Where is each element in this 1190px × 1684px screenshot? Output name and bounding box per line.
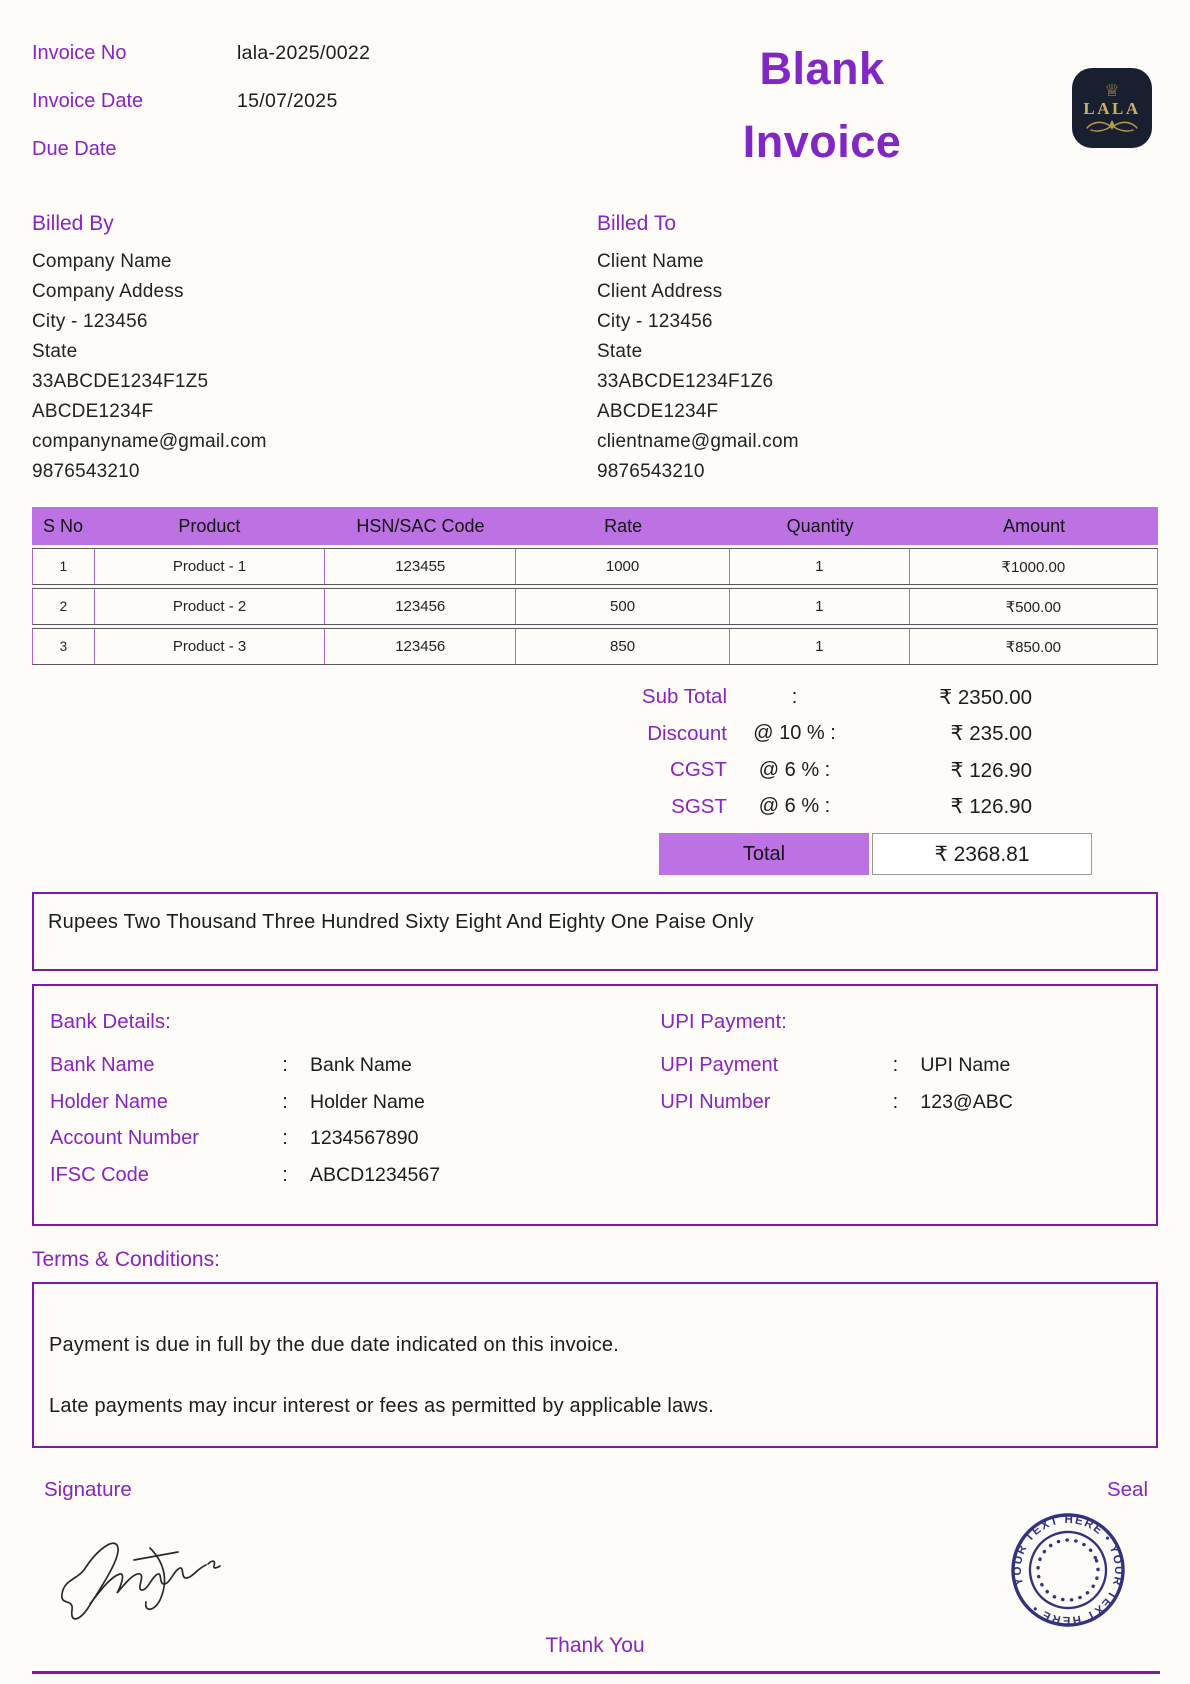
- holder-name-label: Holder Name: [50, 1090, 168, 1113]
- invoice-no-label: Invoice No: [32, 42, 127, 64]
- holder-name-row: [50, 1091, 660, 1114]
- terms-line: Payment is due in full by the due date indicated on this invoice.: [49, 1334, 620, 1356]
- ifsc-code-label: IFSC Code: [50, 1163, 149, 1186]
- billed-by-phone: 9876543210: [32, 461, 140, 482]
- crown-icon: ♕: [1104, 80, 1120, 101]
- cgst-label: CGST: [670, 758, 727, 782]
- cell-amount: ₹1000.00: [1001, 558, 1066, 576]
- cell-rate: 850: [516, 629, 730, 664]
- cell-qty: 1: [730, 629, 910, 664]
- colon-separator: :: [892, 1090, 899, 1113]
- invoice-meta: [32, 30, 572, 186]
- cell-qty: 1: [730, 589, 910, 624]
- amount-in-words-box: [32, 892, 1158, 971]
- subtotal-value: ₹ 2350.00: [939, 685, 1032, 709]
- cell-qty: 1: [730, 549, 910, 584]
- cell-amount: ₹850.00: [1005, 638, 1062, 656]
- upi-payment-row: [660, 1054, 1140, 1077]
- invoice-no-row: [32, 42, 572, 65]
- invoice-no-value: lala-2025/0022: [237, 42, 371, 64]
- bank-name-value: Bank Name: [310, 1054, 412, 1076]
- cell-product: Product - 1: [95, 549, 325, 584]
- upi-payment-block: [660, 1010, 1140, 1200]
- sgst-row: [557, 789, 1032, 826]
- page-title: [572, 30, 1072, 178]
- items-table-header: [32, 507, 1158, 545]
- bottom-divider: [32, 1671, 1160, 1674]
- ifsc-code-value: ABCD1234567: [310, 1163, 441, 1186]
- cell-amount: ₹500.00: [1005, 598, 1062, 616]
- payment-details-box: [32, 984, 1158, 1226]
- cell-sno: 1: [33, 549, 95, 584]
- cell-product: Product - 3: [95, 629, 325, 664]
- invoice-date-label: Invoice Date: [32, 90, 144, 112]
- cell-hsn: 123456: [325, 589, 516, 624]
- billed-to-client-name: Client Name: [597, 251, 704, 272]
- col-header-sno: S No: [42, 515, 83, 536]
- subtotal-label: Sub Total: [641, 685, 727, 709]
- sgst-value: ₹ 126.90: [950, 795, 1032, 819]
- billed-by-gstin: 33ABCDE1234F1Z5: [32, 371, 209, 392]
- signature-image: [46, 1508, 236, 1626]
- colon-separator: :: [282, 1127, 288, 1149]
- discount-row: [557, 716, 1032, 753]
- bank-details-heading: Bank Details:: [50, 1010, 171, 1033]
- colon-separator: :: [282, 1163, 288, 1186]
- upi-payment-heading: UPI Payment:: [660, 1010, 787, 1033]
- cell-sno: 3: [33, 629, 95, 664]
- seal-label: Seal: [1106, 1478, 1148, 1501]
- billed-by-pan: ABCDE1234F: [32, 401, 154, 422]
- billed-to-state: State: [597, 341, 643, 362]
- page-title-line1: Blank: [759, 43, 885, 94]
- table-row: [32, 548, 1158, 585]
- terms-heading: Terms & Conditions:: [32, 1248, 220, 1271]
- col-header-amount: Amount: [1003, 515, 1066, 536]
- upi-number-row: [660, 1091, 1140, 1114]
- upi-payment-label: UPI Payment: [660, 1054, 779, 1076]
- cell-rate: 1000: [516, 549, 730, 584]
- terms-line: Late payments may incur interest or fees as permitted by applicable laws.: [49, 1395, 714, 1417]
- account-number-value: 1234567890: [310, 1127, 419, 1149]
- subtotal-row: [557, 679, 1032, 716]
- account-number-label: Account Number: [50, 1127, 199, 1149]
- holder-name-value: Holder Name: [310, 1090, 425, 1113]
- billed-to-phone: 9876543210: [597, 461, 705, 482]
- billed-by-heading: Billed By: [32, 212, 114, 235]
- signature-label: Signature: [44, 1478, 132, 1501]
- cell-hsn: 123455: [325, 549, 516, 584]
- cell-product: Product - 2: [95, 589, 325, 624]
- sgst-rate: @ 6 % :: [758, 795, 831, 818]
- col-header-quantity: Quantity: [786, 515, 854, 536]
- terms-box: [32, 1282, 1158, 1448]
- billed-by-company-name: Company Name: [32, 251, 172, 272]
- seal-stamp: [1008, 1510, 1128, 1630]
- signature-seal-row: [32, 1508, 1158, 1630]
- billed-by-address: Company Addess: [32, 281, 184, 302]
- grand-total-label: Total: [659, 833, 869, 875]
- logo-text: LALA: [1083, 98, 1141, 118]
- cell-rate: 500: [516, 589, 730, 624]
- col-header-rate: Rate: [604, 515, 643, 536]
- billed-to-heading: Billed To: [597, 212, 676, 235]
- company-logo: [1072, 68, 1152, 148]
- totals-section: [557, 679, 1032, 825]
- cgst-value: ₹ 126.90: [950, 758, 1032, 782]
- items-table: [32, 507, 1158, 665]
- discount-rate: @ 10 % :: [753, 722, 836, 745]
- grand-total-value: ₹ 2368.81: [872, 833, 1092, 875]
- svg-text:YOUR TEXT HERE • YOUR TEXT HER: YOUR TEXT HERE • YOUR TEXT HERE •: [1011, 1513, 1125, 1627]
- cgst-rate: @ 6 % :: [758, 758, 831, 781]
- billed-by-email: companyname@gmail.com: [32, 431, 267, 452]
- billed-to-email: clientname@gmail.com: [597, 431, 799, 452]
- parties-section: [32, 212, 1158, 487]
- grand-total-row: [32, 833, 1092, 875]
- cgst-row: [557, 752, 1032, 789]
- ifsc-code-row: [50, 1164, 660, 1187]
- subtotal-colon: :: [791, 685, 798, 708]
- cell-sno: 2: [33, 589, 95, 624]
- footer-labels: [32, 1478, 1158, 1502]
- colon-separator: :: [282, 1090, 288, 1113]
- colon-separator: :: [282, 1054, 288, 1076]
- amount-in-words: Rupees Two Thousand Three Hundred Sixty Eight And Eighty One Paise Only: [48, 911, 754, 933]
- due-date-label: Due Date: [32, 138, 117, 160]
- invoice-header: [32, 30, 1158, 186]
- upi-payment-value: UPI Name: [920, 1054, 1011, 1076]
- table-row: [32, 628, 1158, 665]
- billed-to-city: City - 123456: [597, 311, 713, 332]
- billed-by-city: City - 123456: [32, 311, 148, 332]
- billed-to-address: Client Address: [597, 281, 723, 302]
- cell-hsn: 123456: [325, 629, 516, 664]
- bank-name-row: [50, 1054, 660, 1077]
- billed-to-block: [597, 212, 1158, 487]
- billed-by-block: [32, 212, 597, 487]
- invoice-date-row: [32, 90, 572, 113]
- bank-name-label: Bank Name: [50, 1054, 155, 1076]
- discount-label: Discount: [647, 721, 727, 745]
- table-row: [32, 588, 1158, 625]
- thank-you-text: Thank You: [545, 1634, 645, 1657]
- invoice-date-value: 15/07/2025: [237, 90, 338, 112]
- billed-by-state: State: [32, 341, 78, 362]
- account-number-row: [50, 1127, 660, 1150]
- due-date-row: [32, 138, 572, 161]
- flourish-icon: [1084, 119, 1140, 134]
- discount-value: ₹ 235.00: [950, 722, 1032, 746]
- upi-number-label: UPI Number: [660, 1090, 771, 1113]
- billed-to-gstin: 33ABCDE1234F1Z6: [597, 371, 774, 392]
- col-header-product: Product: [178, 515, 241, 536]
- colon-separator: :: [892, 1054, 899, 1076]
- col-header-hsn: HSN/SAC Code: [356, 515, 485, 536]
- sgst-label: SGST: [671, 794, 727, 818]
- page-title-line2: Invoice: [742, 116, 902, 167]
- upi-number-value: 123@ABC: [920, 1090, 1013, 1113]
- bank-details-block: [50, 1010, 660, 1200]
- billed-to-pan: ABCDE1234F: [597, 401, 719, 422]
